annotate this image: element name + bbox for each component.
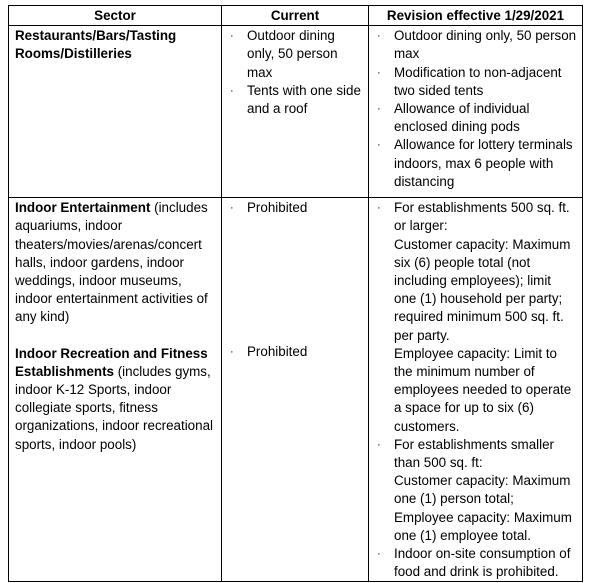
list-item: · Tents with one side and a roof bbox=[230, 82, 361, 117]
sector-indoor-entertainment: Indoor Entertainment (includes aquariums, indoor theaters/movies/arenas/concert halls, indoor gardens, indoor weddings, indoor museums, indoor entertainment activities of any kind) bbox=[15, 200, 208, 325]
list-item: · Allowance for lottery terminals indoors, max 6 people with distancing bbox=[377, 137, 573, 189]
bullet-icon: · bbox=[377, 548, 381, 561]
bullet-icon: · bbox=[230, 84, 234, 97]
list-item: · For establishments 500 sq. ft. or larger: Customer capacity: Maximum six (6) people total (not including employees); limit one (1) household per party; required minimum 500 sq. ft. per party. Employee capacity: Limit to the minimum number of employees needed to operate a space for up to six (6) customers. bbox=[377, 200, 572, 434]
current-list bbox=[228, 27, 363, 118]
header-sector: Sector bbox=[9, 6, 222, 26]
sector-indoor-recreation: Indoor Recreation and Fitness Establishments (includes gyms, indoor K-12 Sports, indoor collegiate sports, fitness organizations, indoor recreational sports, indoor pools) bbox=[15, 345, 214, 452]
sector-restrictions-table bbox=[8, 5, 583, 582]
current-list bbox=[228, 343, 363, 361]
header-current: Current bbox=[222, 6, 369, 26]
sector-cell bbox=[9, 26, 222, 198]
list-item: · Prohibited bbox=[228, 199, 363, 217]
revision-cell bbox=[369, 26, 583, 198]
list-item: · Prohibited bbox=[228, 343, 363, 361]
bullet-icon: · bbox=[377, 438, 381, 451]
revision-cell bbox=[369, 198, 583, 582]
sector-name-restaurants: Restaurants/Bars/Tasting Rooms/Distilleries bbox=[15, 28, 177, 62]
current-list bbox=[228, 199, 363, 217]
current-cell bbox=[222, 26, 369, 198]
bullet-icon: · bbox=[230, 202, 234, 215]
list-item: · For establishments smaller than 500 sq. ft: Customer capacity: Maximum one (1) person total; Employee capacity: Maximum one (1) employee total. bbox=[377, 436, 572, 543]
current-cell bbox=[222, 198, 369, 582]
header-revision: Revision effective 1/29/2021 bbox=[369, 6, 583, 26]
revision-list bbox=[375, 199, 577, 581]
bullet-icon: · bbox=[377, 139, 381, 152]
header-row bbox=[9, 6, 583, 26]
sector-cell bbox=[9, 198, 222, 582]
bullet-icon: · bbox=[377, 103, 381, 116]
list-item: · Outdoor dining only, 50 person max bbox=[377, 28, 577, 62]
table-row-indoor bbox=[9, 198, 583, 582]
bullet-icon: · bbox=[377, 30, 381, 43]
list-item: · Outdoor dining only, 50 person max bbox=[230, 28, 338, 80]
list-item: · Allowance of individual enclosed dining pods bbox=[377, 101, 530, 135]
bullet-icon: · bbox=[230, 346, 234, 359]
bullet-icon: · bbox=[377, 66, 381, 79]
revision-list bbox=[375, 27, 577, 191]
list-item: · Modification to non-adjacent two sided tents bbox=[377, 64, 562, 98]
bullet-icon: · bbox=[230, 30, 234, 43]
table-row-restaurants bbox=[9, 26, 583, 198]
list-item: · Indoor on-site consumption of food and drink is prohibited. bbox=[377, 546, 571, 580]
bullet-icon: · bbox=[377, 202, 381, 215]
